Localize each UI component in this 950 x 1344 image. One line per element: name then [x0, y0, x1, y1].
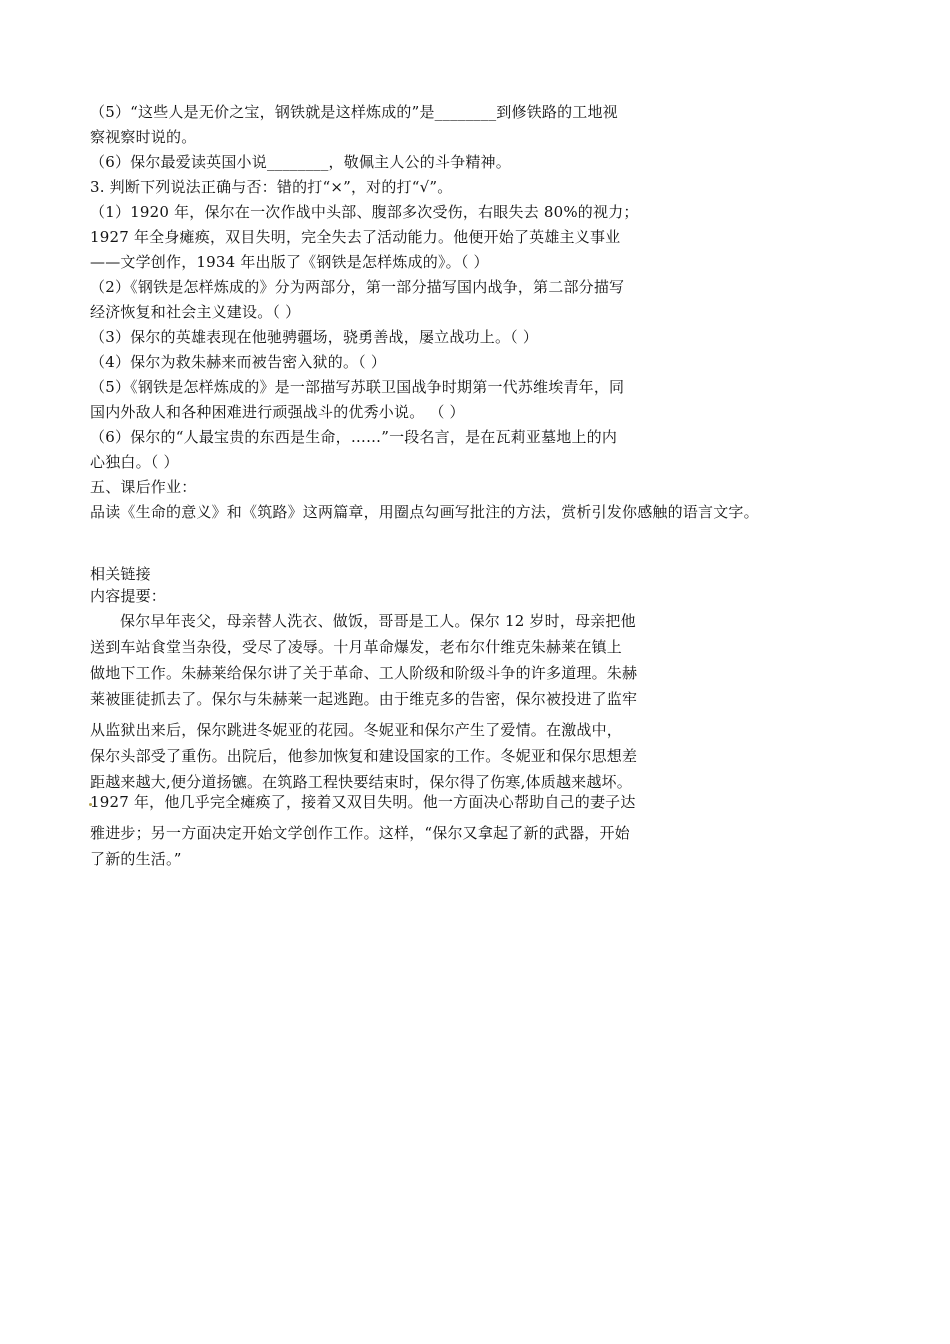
judge-1-line1: （1）1920 年，保尔在一次作战中头部、腹部多次受伤，右眼失去 80%的视力；	[90, 203, 639, 221]
judge-2-line2: 经济恢复和社会主义建设。（ ）	[90, 303, 301, 321]
question-5-fill-line1: （5）“这些人是无价之宝，钢铁就是这样炼成的”是________到修铁路的工地视	[90, 103, 618, 121]
judge-1-line2: 1927 年全身瘫痪，双目失明，完全失去了活动能力。他便开始了英雄主义事业	[90, 228, 621, 246]
judge-section-title: 3. 判断下列说法正确与否：错的打“×”，对的打“√”。	[90, 178, 453, 196]
summary-paragraph-line3: 做地下工作。朱赫莱给保尔讲了关于革命、工人阶级和阶级斗争的许多道理。朱赫	[90, 664, 638, 682]
homework-heading: 五、课后作业：	[90, 478, 197, 496]
summary-paragraph-line2: 送到车站食堂当杂役，受尽了凌辱。十月革命爆发，老布尔什维克朱赫莱在镇上	[90, 638, 623, 656]
question-5-fill-line2: 察视察时说的。	[90, 128, 197, 146]
summary-paragraph-line1: 保尔早年丧父，母亲替人洗衣、做饭，哥哥是工人。保尔 12 岁时，母亲把他	[120, 612, 636, 630]
judge-6-line2: 心独白。（ ）	[90, 453, 179, 471]
question-6-fill: （6）保尔最爱读英国小说________，敬佩主人公的斗争精神。	[90, 153, 511, 171]
summary-paragraph-line8: 1927 年，他几乎完全瘫痪了，接着又双目失明。他一方面决心帮助自己的妻子达	[90, 793, 636, 811]
homework-text: 品读《生命的意义》和《筑路》这两篇章，用圈点勾画写批注的方法，赏析引发你感触的语言文字。	[90, 503, 759, 521]
judge-5-line2: 国内外敌人和各种困难进行顽强战斗的优秀小说。 （ ）	[90, 403, 465, 421]
summary-paragraph-line10: 了新的生活。”	[90, 850, 182, 868]
judge-5-line1: （5）《钢铁是怎样炼成的》是一部描写苏联卫国战争时期第一代苏维埃青年，同	[90, 378, 625, 396]
judge-4: （4）保尔为救朱赫来而被告密入狱的。（ ）	[90, 353, 387, 371]
judge-2-line1: （2）《钢铁是怎样炼成的》分为两部分，第一部分描写国内战争，第二部分描写	[90, 278, 625, 296]
related-heading: 相关链接	[90, 565, 151, 583]
judge-3: （3）保尔的英雄表现在他驰骋疆场，骁勇善战，屡立战功上。（ ）	[90, 328, 539, 346]
summary-label: 内容提要：	[90, 587, 167, 605]
summary-paragraph-line5: 从监狱出来后，保尔跳进冬妮亚的花园。冬妮亚和保尔产生了爱情。在激战中，	[90, 721, 623, 739]
summary-paragraph-line6: 保尔头部受了重伤。出院后，他参加恢复和建设国家的工作。冬妮亚和保尔思想差	[90, 747, 638, 765]
summary-paragraph-line9: 雅进步；另一方面决定开始文学创作工作。这样，“保尔又拿起了新的武器，开始	[90, 824, 630, 842]
summary-paragraph-line7: 距越来越大,便分道扬镳。在筑路工程快要结束时，保尔得了伤寒,体质越来越坏。	[90, 773, 632, 791]
judge-1-line3: ——文学创作，1934 年出版了《钢铁是怎样炼成的》。（ ）	[90, 253, 489, 271]
judge-6-line1: （6）保尔的“人最宝贵的东西是生命，……”一段名言，是在瓦莉亚墓地上的内	[90, 428, 618, 446]
summary-paragraph-line4: 莱被匪徒抓去了。保尔与朱赫莱一起逃跑。由于维克多的告密，保尔被投进了监牢	[90, 690, 638, 708]
